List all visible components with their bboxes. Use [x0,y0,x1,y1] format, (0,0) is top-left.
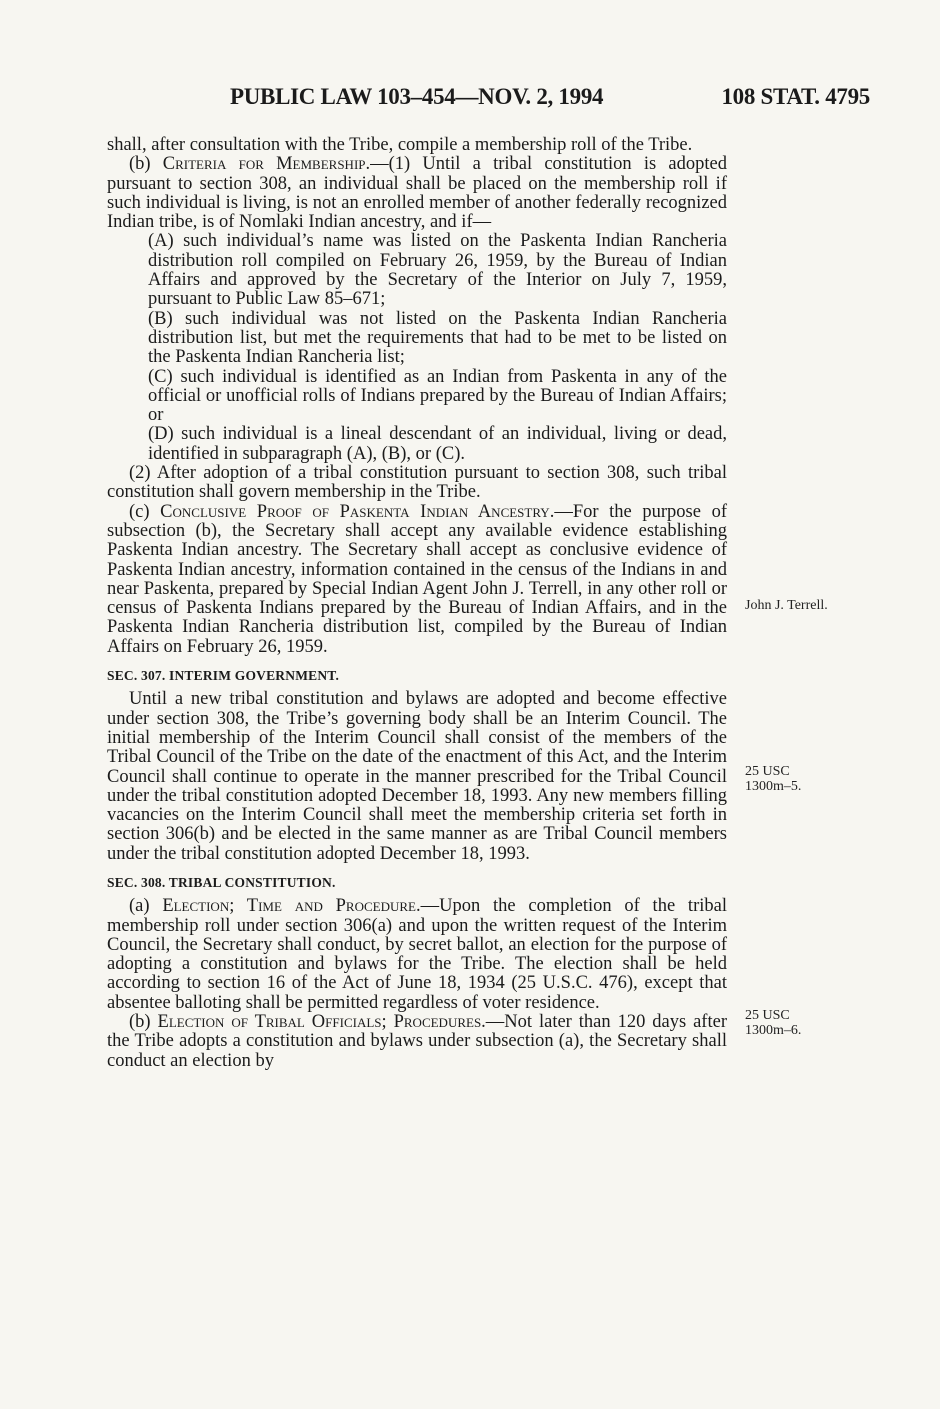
officials-text: .—Not later than 120 days after the Tribe adopts a constitution and bylaws under subsection (a), the Secretary shall conduct an election by [107,1012,727,1071]
subsection-heading-election: Election; Time and Procedure [162,896,416,917]
page-header [0,84,940,118]
usc-section: 1300m–5. [745,779,802,794]
subsection-label: (c) [129,501,161,522]
paragraph-roll: shall, after consultation with the Tribe, compile a membership roll of the Tribe. [107,135,693,155]
criteria-text: .—(1) Until a tribal constitution is adopted pursuant to section 308, an individual shall be placed on the membership roll if such individual is living, is not an enrolled member of another federally recognized Indian tribe, is of Nomlaki Indian ancestry, and if— [107,154,727,233]
election-text: .—Upon the completion of the tribal membership roll under section 306(a) and upon the written request of the Interim Council, the Secretary shall conduct, by secret ballot, an election for the purpose of adopting a constitution and bylaws for the Tribe. The election shall be held according to section 16 of the Act of June 18, 1934 (25 U.S.C. 476), except that absentee balloting shall be permitted regardless of voter residence. [107,896,727,1013]
proof-text: .—For the purpose of subsection (b), the Secretary shall accept any available evidence establishing Paskenta Indian ancestry. The Secretary shall accept as conclusive evidence of Paskenta Indian ancestry, information contained in the census of the Indians in and near Paskenta, prepared by Special Indian Agent John J. Terrell, in any other roll or census of Paskenta Indians prepared by the Bureau of Indian Affairs, and in the Paskenta Indian Rancheria distribution list, compiled by the Bureau of Indian Affairs on February 26, 1959. [107,501,727,657]
usc-section: 1300m–6. [745,1023,802,1038]
subparagraph-c: (C) such individual is identified as an Indian from Paskenta in any of the official or unofficial rolls of Indians prepared by the Bureau of Indian Affairs; or [148,366,727,426]
paragraph-criteria [107,155,727,232]
subparagraph-d: (D) such individual is a lineal descendant of an individual, living or dead, identified in subparagraph (A), (B), or (C). [148,424,727,464]
subsection-heading-criteria: Criteria for Membership [162,154,366,175]
paragraph-election-officials [107,1013,727,1071]
public-law-heading: PUBLIC LAW 103–454—NOV. 2, 1994 [230,84,604,109]
usc-title: 25 USC [745,764,790,779]
margin-note-terrell-text: John J. Terrell. [745,598,828,613]
subsection-label: (b) [129,1012,158,1033]
subparagraph-b: (B) such individual was not listed on the Paskenta Indian Rancheria distribution list, but met the requirements that had to be met to be listed on the Paskenta Indian Rancheria list; [148,308,727,368]
margin-note-usc-307 [745,764,801,794]
subsection-heading-proof: Conclusive Proof of Paskenta Indian Ancestry [160,501,550,522]
paragraph-conclusive-proof [107,503,727,657]
paragraph-after-adoption: (2) After adoption of a tribal constitution pursuant to section 308, such tribal constitution shall govern membership in the Tribe. [107,463,727,503]
subsection-label: (a) [129,896,163,917]
subsection-heading-officials: Election of Tribal Officials; Procedures [157,1012,482,1033]
document-body [107,136,727,1071]
margin-note-terrell [745,598,828,613]
statute-page-number: 108 STAT. 4795 [721,84,870,109]
paragraph-election-time [107,897,727,1013]
subparagraph-a: (A) such individual’s name was listed on the Paskenta Indian Rancheria distribution roll compiled on February 26, 1959, by the Bureau of Indian Affairs and approved by the Secretary of the Interior on July 7, 1959, pursuant to Public Law 85–671; [148,231,727,310]
usc-title: 25 USC [745,1008,790,1023]
section-heading-308: SEC. 308. TRIBAL CONSTITUTION. [107,874,336,890]
subsection-label: (b) [129,154,163,175]
margin-note-usc-308 [745,1008,801,1038]
paragraph-interim-government: Until a new tribal constitution and bylaws are adopted and become effective under section 308, the Tribe’s governing body shall be an Interim Council. The initial membership of the Interim Council shall consist of the members of the Tribal Council of the Tribe on the date of the enactment of this Act, and the Interim Council shall continue to operate in the manner prescribed for the Tribal Council under the tribal constitution adopted December 18, 1993. Any new members filling vacancies on the Interim Council shall meet the membership criteria set forth in section 306(b) and be elected in the same manner as are Tribal Council members under the tribal constitution adopted December 18, 1993. [107,689,727,864]
section-heading-307: SEC. 307. INTERIM GOVERNMENT. [107,668,340,684]
